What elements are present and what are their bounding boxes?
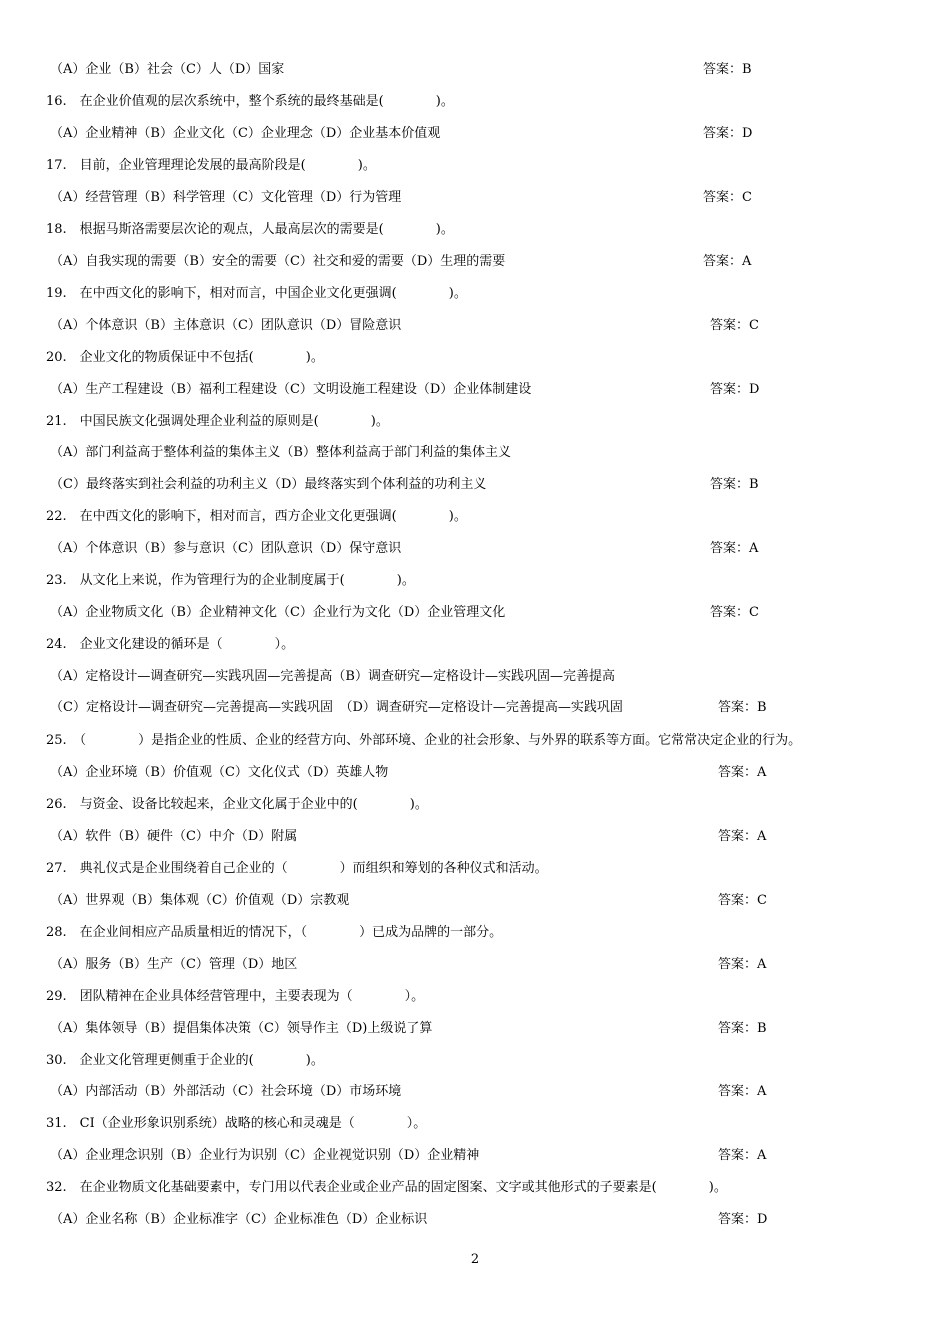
options-text: （C）最终落实到社会利益的功利主义（D）最终落实到个体利益的功利主义 — [50, 477, 487, 492]
question-text: 29. 团队精神在企业具体经营管理中，主要表现为（ ）。 — [46, 989, 425, 1004]
answer-label: 答案：A — [718, 829, 767, 844]
answer-label: 答案：B — [703, 62, 752, 77]
options-text: （A）企业（B）社会（C）人（D）国家 — [50, 62, 285, 77]
answer-label: 答案：A — [718, 1148, 767, 1163]
answer-label: 答案：C — [703, 190, 752, 205]
answer-label: 答案：C — [710, 318, 759, 333]
answer-label: 答案：D — [703, 126, 753, 141]
answer-label: 答案：D — [710, 382, 760, 397]
question-text: 27. 典礼仪式是企业围绕着自己企业的（ ）而组织和筹划的各种仪式和活动。 — [46, 861, 548, 876]
options-text: （A）个体意识（B）参与意识（C）团队意识（D）保守意识 — [50, 541, 402, 556]
question-text: 20. 企业文化的物质保证中不包括( )。 — [46, 350, 324, 365]
options-text: （A）企业理念识别（B）企业行为识别（C）企业视觉识别（D）企业精神 — [50, 1148, 480, 1163]
answer-label: 答案：A — [718, 765, 767, 780]
question-text: 22. 在中西文化的影响下，相对而言，西方企业文化更强调( )。 — [46, 509, 467, 524]
options-text: （A）内部活动（B）外部活动（C）社会环境（D）市场环境 — [50, 1084, 402, 1099]
answer-label: 答案：B — [710, 477, 759, 492]
options-text: （A）经营管理（B）科学管理（C）文化管理（D）行为管理 — [50, 190, 402, 205]
answer-label: 答案：A — [710, 541, 759, 556]
answer-label: 答案：B — [718, 700, 767, 715]
question-text: 16. 在企业价值观的层次系统中，整个系统的最终基础是( )。 — [46, 94, 454, 109]
question-text: 25. （ ）是指企业的性质、企业的经营方向、外部环境、企业的社会形象、与外界的联系等方面。它常常决定企业的行为。 — [46, 733, 802, 748]
answer-label: 答案：A — [703, 254, 752, 269]
options-text: （A）软件（B）硬件（C）中介（D）附属 — [50, 829, 298, 844]
options-text: （A）自我实现的需要（B）安全的需要（C）社交和爱的需要（D）生理的需要 — [50, 254, 506, 269]
question-text: 30. 企业文化管理更侧重于企业的( )。 — [46, 1053, 324, 1068]
answer-label: 答案：A — [718, 1084, 767, 1099]
options-text: （A）企业环境（B）价值观（C）文化仪式（D）英雄人物 — [50, 765, 389, 780]
answer-label: 答案：B — [718, 1021, 767, 1036]
options-text: （A）企业名称（B）企业标准字（C）企业标准色（D）企业标识 — [50, 1212, 428, 1227]
page-number: 2 — [470, 1252, 480, 1267]
question-text: 17. 目前，企业管理理论发展的最高阶段是( )。 — [46, 158, 376, 173]
options-text: （A）个体意识（B）主体意识（C）团队意识（D）冒险意识 — [50, 318, 402, 333]
options-text: （A）生产工程建设（B）福利工程建设（C）文明设施工程建设（D）企业体制建设 — [50, 382, 532, 397]
options-text: （A）企业物质文化（B）企业精神文化（C）企业行为文化（D）企业管理文化 — [50, 605, 506, 620]
options-text: （A）定格设计—调查研究—实践巩固—完善提高（B）调查研究—定格设计—实践巩固—完善提高 — [50, 669, 615, 684]
answer-label: 答案：D — [718, 1212, 768, 1227]
options-text: （A）服务（B）生产（C）管理（D）地区 — [50, 957, 298, 972]
question-text: 31. CI（企业形象识别系统）战略的核心和灵魂是（ ）。 — [46, 1116, 427, 1131]
question-text: 23. 从文化上来说，作为管理行为的企业制度属于( )。 — [46, 573, 415, 588]
answer-label: 答案：C — [710, 605, 759, 620]
question-text: 19. 在中西文化的影响下，相对而言，中国企业文化更强调( )。 — [46, 286, 467, 301]
options-text: （A）企业精神（B）企业文化（C）企业理念（D）企业基本价值观 — [50, 126, 441, 141]
options-text: （A）集体领导（B）提倡集体决策（C）领导作主（D)上级说了算 — [50, 1021, 433, 1036]
question-text: 18. 根据马斯洛需要层次论的观点，人最高层次的需要是( )。 — [46, 222, 454, 237]
answer-label: 答案：A — [718, 957, 767, 972]
question-text: 32. 在企业物质文化基础要素中，专门用以代表企业或企业产品的固定图案、文字或其他形式的子要素是( )。 — [46, 1180, 727, 1195]
question-text: 28. 在企业间相应产品质量相近的情况下，（ ）已成为品牌的一部分。 — [46, 925, 503, 940]
question-text: 24. 企业文化建设的循环是（ ）。 — [46, 637, 295, 652]
options-text: （C）定格设计—调查研究—完善提高—实践巩固 （D）调查研究—定格设计—完善提高—实践巩固 — [50, 700, 623, 715]
question-text: 21. 中国民族文化强调处理企业利益的原则是( )。 — [46, 414, 389, 429]
options-text: （A）部门利益高于整体利益的集体主义（B）整体利益高于部门利益的集体主义 — [50, 445, 511, 460]
answer-label: 答案：C — [718, 893, 767, 908]
options-text: （A）世界观（B）集体观（C）价值观（D）宗教观 — [50, 893, 350, 908]
question-text: 26. 与资金、设备比较起来，企业文化属于企业中的( )。 — [46, 797, 428, 812]
